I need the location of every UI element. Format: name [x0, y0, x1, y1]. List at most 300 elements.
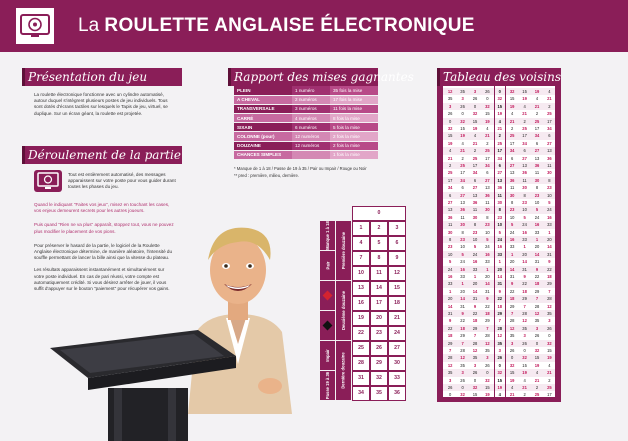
voisins-cell: 4 [473, 133, 477, 139]
voisins-cell: 9 [498, 288, 501, 294]
voisins-cell: 2 [548, 377, 551, 383]
voisins-cell: 1 [511, 251, 514, 257]
voisins-cell: 0 [498, 362, 501, 368]
voisins-cell: 15 [447, 133, 453, 139]
voisins-cell: 36 [509, 177, 515, 183]
voisins-cell: 31 [472, 296, 478, 302]
layout-number-cell: 12 [388, 266, 406, 281]
voisins-cell: 32 [509, 362, 515, 368]
layout-number-cell: 26 [370, 341, 388, 356]
voisins-cell: 33 [509, 244, 515, 250]
voisins-cell: 23 [447, 244, 453, 250]
voisins-cell: 6 [461, 185, 464, 191]
voisins-cell: 21 [497, 126, 503, 131]
voisins-cell: 12 [509, 325, 515, 331]
voisins-cell: 0 [473, 103, 477, 109]
voisins-cell: 34 [547, 126, 552, 131]
voisins-cell: 20 [485, 274, 490, 279]
voisins-cell: 2 [498, 133, 501, 139]
voisins-cell: 15 [485, 385, 490, 390]
voisins-cell: 30 [460, 222, 465, 228]
voisins-cell: 19 [509, 377, 515, 383]
voisins-cell: 33 [485, 259, 490, 265]
voisins-cell: 17 [472, 163, 478, 168]
voisins-cell: 22 [485, 303, 490, 309]
voisins-cell: 14 [460, 296, 465, 302]
voisins-cell: 29 [534, 288, 540, 294]
voisins-cell: 12 [485, 340, 490, 346]
red-diamond-icon [323, 291, 333, 301]
voisins-cell: 8 [461, 229, 464, 235]
voisins-cell: 19 [460, 133, 465, 139]
voisins-cell: 7 [511, 311, 514, 316]
heading-accent [22, 68, 25, 86]
voisins-cell: 3 [486, 355, 489, 361]
layout-side-text: Pair [324, 261, 330, 270]
voisins-cell: 24 [534, 214, 540, 220]
voisins-cell: 36 [522, 170, 527, 176]
voisins-cell: 3 [449, 377, 452, 383]
noir-diamond [320, 311, 335, 340]
voisins-cell: 29 [547, 281, 552, 287]
voisins-cell: 34 [509, 148, 515, 154]
voisins-cell: 21 [534, 377, 540, 383]
voisins-cell: 17 [497, 148, 503, 154]
voisins-cell: 9 [535, 266, 539, 272]
voisins-cell: 1 [535, 237, 539, 242]
voisins-cell: 13 [509, 170, 515, 176]
voisins-cell: 18 [509, 296, 515, 302]
black-diamond-icon [323, 321, 333, 331]
voisins-cell: 19 [485, 392, 490, 398]
voisins-cell: 21 [485, 133, 490, 139]
voisins-cell: 26 [472, 96, 478, 102]
voisins-cell: 16 [447, 274, 453, 279]
layout-side-text: Manque 1 à 18 [325, 221, 331, 250]
voisins-cell: 29 [522, 296, 527, 302]
voisins-cell: 22 [497, 296, 503, 302]
voisins-cell: 36 [472, 200, 478, 205]
voisins-cell: 25 [534, 118, 540, 124]
voisins-cell: 25 [497, 140, 503, 146]
voisins-cell: 23 [460, 237, 465, 242]
voisins-cell: 32 [534, 348, 540, 353]
voisins-cell: 32 [460, 392, 465, 398]
layout-side-label [320, 341, 335, 370]
voisins-cell: 4 [498, 392, 501, 398]
voisins-cell: 36 [460, 207, 465, 213]
voisins-cell: 35 [447, 370, 453, 376]
voisins-cell: 15 [497, 103, 503, 109]
voisins-cell: 20 [534, 244, 540, 250]
voisins-cell: 5 [449, 259, 452, 265]
page-title [78, 14, 475, 38]
rapport-note-1: * Manque de 1 à 18 / Passe de 19 à 35 / Pair ou Impair / Rouge ou Noir [234, 166, 367, 171]
layout-dozen-label [336, 221, 351, 280]
voisins-cell: 30 [485, 207, 490, 213]
voisins-cell: 8 [473, 222, 477, 228]
voisins-cell: 18 [460, 325, 465, 331]
deroulement-heading [22, 146, 182, 164]
voisins-cell: 18 [447, 333, 453, 339]
voisins-cell: 11 [497, 192, 502, 198]
voisins-cell: 26 [547, 325, 552, 331]
voisins-cell: 15 [522, 89, 527, 94]
voisins-cell: 36 [497, 185, 503, 191]
voisins-cell: 15 [497, 377, 503, 383]
voisins-cell: 17 [447, 177, 453, 183]
layout-number-cell: 13 [352, 281, 370, 296]
layout-number-cell: 27 [388, 341, 406, 356]
voisins-cell: 35 [447, 96, 453, 102]
voisins-cell: 5 [486, 237, 489, 242]
voisins-cell: 21 [534, 103, 540, 109]
heading-accent [22, 146, 25, 164]
voisins-cell: 29 [497, 311, 503, 316]
voisins-cell: 35 [497, 340, 503, 346]
voisins-cell: 13 [460, 200, 465, 205]
layout-dozen-text: Dernière douzaine [341, 352, 346, 389]
rates-cell: 12 numéros [292, 141, 330, 150]
presentation-heading-text: Présentation du jeu [28, 70, 148, 84]
presentation-heading [22, 68, 182, 86]
voisins-cell: 11 [485, 200, 490, 205]
voisins-cell: 35 [534, 318, 540, 324]
voisins-cell: 0 [461, 385, 464, 390]
voisins-cell: 10 [509, 214, 515, 220]
voisins-cell: 19 [509, 103, 515, 109]
voisins-cell: 7 [449, 348, 452, 353]
voisins-cell: 11 [448, 222, 453, 228]
voisins-cell: 29 [472, 325, 478, 331]
layout-number-cell: 4 [352, 236, 370, 251]
rates-row [234, 86, 378, 95]
voisins-cell: 19 [522, 370, 527, 376]
rates-cell: 4 numéros [292, 114, 330, 123]
voisins-cell: 0 [548, 333, 551, 339]
voisins-cell: 20 [497, 266, 503, 272]
voisins-cell: 20 [509, 259, 515, 265]
voisins-cell: 8 [449, 237, 452, 242]
voisins-cell: 14 [447, 303, 453, 309]
layout-number-cell: 29 [370, 356, 388, 371]
voisins-cell: 10 [472, 237, 478, 242]
voisins-cell: 4 [449, 148, 452, 154]
voisins-cell: 24 [497, 237, 503, 242]
deroulement-intro [68, 172, 176, 194]
voisins-cell: 4 [548, 89, 551, 94]
deroulement-heading-text: Déroulement de la partie [28, 148, 181, 162]
voisins-cell: 2 [535, 385, 539, 390]
voisins-cell: 17 [534, 126, 540, 131]
rates-cell: 2 fois la mise [330, 141, 378, 150]
casino-logo [14, 6, 56, 46]
voisins-cell: 18 [547, 274, 552, 279]
rates-cell: A CHEVAL [234, 95, 292, 104]
voisins-cell: 25 [485, 148, 490, 154]
voisins-cell: 26 [460, 377, 465, 383]
layout-number-cell: 23 [370, 326, 388, 341]
voisins-cell: 9 [511, 281, 514, 287]
voisins-cell: 15 [534, 355, 540, 361]
voisins-cell: 4 [498, 118, 501, 124]
voisins-cell: 20 [472, 281, 478, 287]
voisins-cell: 16 [534, 222, 540, 228]
voisins-heading-text: Tableau des voisins [443, 70, 562, 84]
voisins-cell: 15 [547, 348, 552, 353]
voisins-cell: 30 [534, 177, 540, 183]
rates-cell: COLONNE (pour) [234, 132, 292, 141]
rates-cell: DOUZAINE [234, 141, 292, 150]
voisins-cell: 18 [534, 281, 540, 287]
voisins-cell: 4 [535, 96, 539, 102]
voisins-cell: 34 [447, 185, 453, 191]
voisins-cell: 19 [522, 96, 527, 102]
voisins-cell: 9 [473, 303, 477, 309]
layout-dozen-text: Deuxième douzaine [341, 290, 347, 331]
voisins-cell: 15 [460, 126, 465, 131]
voisins-cell: 3 [523, 333, 526, 339]
voisins-cell: 22 [534, 274, 540, 279]
voisins-cell: 7 [473, 333, 477, 339]
layout-number-cell: 24 [388, 326, 406, 341]
voisins-cell: 10 [547, 192, 552, 198]
voisins-cell: 11 [547, 163, 552, 168]
rates-cell: SIXAIN [234, 123, 292, 132]
voisins-cell: 11 [472, 207, 478, 213]
voisins-cell: 1 [461, 281, 464, 287]
voisins-cell: 3 [473, 362, 477, 368]
voisins-cell: 17 [547, 392, 552, 398]
voisins-cell: 5 [473, 244, 477, 250]
voisins-cell: 4 [486, 126, 489, 131]
voisins-cell: 14 [497, 274, 503, 279]
voisins-cell: 0 [449, 118, 452, 124]
voisins-cell: 5 [548, 200, 551, 205]
voisins-cell: 31 [509, 274, 515, 279]
voisins-center-column-highlight [494, 86, 506, 397]
voisins-cell: 19 [534, 89, 540, 94]
layout-side-label [320, 371, 335, 400]
voisins-cell: 32 [547, 340, 552, 346]
voisins-cell: 2 [449, 163, 452, 168]
voisins-cell: 28 [460, 348, 465, 353]
voisins-cell: 26 [485, 89, 490, 94]
voisins-cell: 29 [509, 303, 515, 309]
rates-row [234, 141, 378, 150]
rates-cell: 2 fois la mise [330, 132, 378, 141]
layout-number-cell: 19 [352, 311, 370, 326]
voisins-cell: 26 [472, 370, 478, 376]
voisins-cell: 6 [498, 163, 501, 168]
voisins-cell: 16 [460, 266, 465, 272]
voisins-cell: 25 [509, 133, 515, 139]
voisins-cell: 12 [460, 355, 465, 361]
layout-number-cell: 25 [352, 341, 370, 356]
voisins-cell: 14 [522, 259, 527, 265]
voisins-cell: 13 [497, 177, 503, 183]
voisins-cell: 16 [522, 229, 527, 235]
voisins-cell: 1 [548, 229, 551, 235]
voisins-cell: 36 [534, 163, 540, 168]
voisins-cell: 34 [485, 163, 490, 168]
gaming-terminal-illustration [48, 326, 238, 441]
voisins-cell: 26 [497, 355, 503, 361]
voisins-cell: 15 [472, 118, 478, 124]
voisins-cell: 6 [548, 133, 551, 139]
voisins-cell: 21 [472, 140, 478, 146]
deroulement-para-4: Les résultats apparaissent instantanément et simultanément sur votre poste individuel. En cas de pari réussi, votre compte est automatiquement crédité. Si vous désirez arrêter de jouer, il vous suffit d'appuyer sur le bouton "paiement" pour récupérer vos gains. [34, 267, 170, 292]
voisins-cell: 32 [447, 126, 453, 131]
voisins-cell: 23 [472, 229, 478, 235]
voisins-cell: 12 [447, 362, 453, 368]
layout-number-cell: 35 [370, 386, 388, 401]
voisins-cell: 1 [473, 274, 477, 279]
rates-row [234, 95, 378, 104]
heading-accent [437, 68, 440, 86]
voisins-cell: 28 [522, 311, 527, 316]
voisins-cell: 14 [547, 244, 552, 250]
voisins-cell: 19 [485, 118, 490, 124]
voisins-cell: 12 [447, 89, 453, 94]
layout-dozen-label [336, 281, 351, 340]
layout-side-label [320, 221, 335, 250]
voisins-cell: 31 [547, 251, 552, 257]
voisins-cell: 23 [509, 207, 515, 213]
voisins-cell: 11 [522, 177, 527, 183]
rates-cell: 11 fois la mise [330, 104, 378, 113]
layout-side-text: Impair [324, 349, 330, 362]
voisins-cell: 32 [460, 118, 465, 124]
voisins-cell: 12 [522, 318, 527, 324]
rouge-diamond [320, 281, 335, 310]
deroulement-para-3: Pour préserver le hasard de la partie, le logiciel de la Roulette Anglaise électronique détermine, de manière aléatoire, l'intensité du souffle permettant de lancer la bille ainsi que la vitesse du plateau. [34, 242, 173, 261]
voisins-cell: 31 [522, 266, 527, 272]
rates-cell: 35 fois la mise [330, 86, 378, 95]
voisins-cell: 8 [498, 207, 501, 213]
voisins-cell: 22 [547, 266, 552, 272]
rates-cell: TRANSVERSALE [234, 104, 292, 113]
voisins-cell: 32 [497, 370, 503, 376]
voisins-cell: 24 [485, 244, 490, 250]
screen-icon [34, 170, 62, 192]
voisins-cell: 24 [547, 207, 552, 213]
voisins-cell: 17 [547, 118, 552, 124]
deroulement-body [34, 202, 174, 295]
voisins-cell: 6 [523, 148, 526, 154]
voisins-cell: 8 [523, 192, 526, 198]
voisins-cell: 4 [511, 111, 514, 117]
voisins-cell: 5 [461, 251, 464, 257]
voisins-cell: 13 [485, 185, 490, 191]
layout-number-cell: 1 [352, 221, 370, 236]
voisins-cell: 9 [449, 318, 452, 324]
layout-number-cell: 16 [352, 296, 370, 311]
voisins-cell: 23 [522, 200, 527, 205]
voisins-cell: 25 [547, 111, 552, 117]
voisins-cell: 21 [522, 111, 527, 117]
voisins-cell: 17 [509, 140, 515, 146]
voisins-cell: 16 [509, 237, 515, 242]
layout-number-cell: 30 [388, 356, 406, 371]
voisins-cell: 28 [485, 333, 490, 339]
voisins-cell: 3 [461, 370, 464, 376]
voisins-cell: 33 [522, 237, 527, 242]
layout-dozen-text: Première douzaine [341, 231, 346, 270]
voisins-cell: 31 [460, 303, 465, 309]
layout-number-cell: 3 [388, 221, 406, 236]
voisins-cell: 2 [523, 392, 526, 398]
voisins-cell: 28 [447, 355, 453, 361]
voisins-cell: 2 [548, 103, 551, 109]
layout-number-cell: 20 [370, 311, 388, 326]
voisins-cell: 10 [447, 251, 453, 257]
voisins-cell: 14 [534, 251, 540, 257]
voisins-cell: 8 [511, 200, 514, 205]
voisins-cell: 0 [473, 377, 477, 383]
voisins-cell: 1 [523, 244, 526, 250]
voisins-cell: 25 [472, 155, 478, 161]
voisins-cell: 21 [509, 392, 515, 398]
rates-cell: 1 fois la mise [330, 150, 378, 159]
voisins-cell: 36 [485, 192, 490, 198]
layout-number-cell: 21 [388, 311, 406, 326]
voisins-cell: 24 [460, 259, 465, 265]
voisins-cell: 27 [460, 192, 465, 198]
layout-number-cell: 28 [352, 356, 370, 371]
voisins-cell: 17 [460, 170, 465, 176]
voisins-cell: 4 [523, 377, 526, 383]
deroulement-intro-text: Tout est entièrement automatisé, des messages apparaissent sur votre poste pour vous guider durant toutes les phases du jeu. [68, 172, 176, 190]
layout-number-cell: 7 [352, 251, 370, 266]
voisins-cell: 15 [522, 362, 527, 368]
voisins-cell: 1 [498, 259, 501, 265]
voisins-cell: 26 [460, 103, 465, 109]
voisins-cell: 3 [511, 340, 514, 346]
voisins-cell: 34 [497, 155, 503, 161]
voisins-cell: 4 [548, 362, 551, 368]
voisins-cell: 5 [511, 222, 514, 228]
voisins-cell: 13 [534, 155, 540, 161]
voisins-cell: 30 [509, 192, 515, 198]
voisins-cell: 33 [547, 222, 552, 228]
voisins-cell: 3 [473, 89, 477, 94]
layout-number-cell: 31 [352, 371, 370, 386]
voisins-cell: 23 [534, 192, 540, 198]
rates-cell: 17 fois la mise [330, 95, 378, 104]
layout-side-text: Passe 19 à 36 [325, 371, 330, 400]
voisins-cell: 26 [509, 348, 515, 353]
voisins-cell: 19 [534, 362, 540, 368]
voisins-cell: 34 [522, 140, 527, 146]
voisins-cell: 14 [509, 266, 515, 272]
voisins-cell: 29 [460, 333, 465, 339]
layout-number-cell: 10 [352, 266, 370, 281]
heading-accent [228, 68, 231, 86]
rates-cell: 6 numéros [292, 123, 330, 132]
voisins-cell: 32 [509, 89, 515, 94]
title-main: ROULETTE ANGLAISE ÉLECTRONIQUE [104, 15, 475, 36]
voisins-cell: 5 [535, 207, 539, 213]
voisins-cell: 12 [534, 311, 540, 316]
voisins-cell: 2 [461, 155, 464, 161]
rapport-heading-text: Rapport des mises gagnantes [234, 70, 414, 84]
voisins-cell: 11 [510, 185, 515, 191]
voisins-cell: 27 [534, 148, 540, 154]
layout-number-cell: 2 [370, 221, 388, 236]
voisins-cell: 31 [485, 288, 490, 294]
voisins-cell: 9 [461, 311, 464, 316]
